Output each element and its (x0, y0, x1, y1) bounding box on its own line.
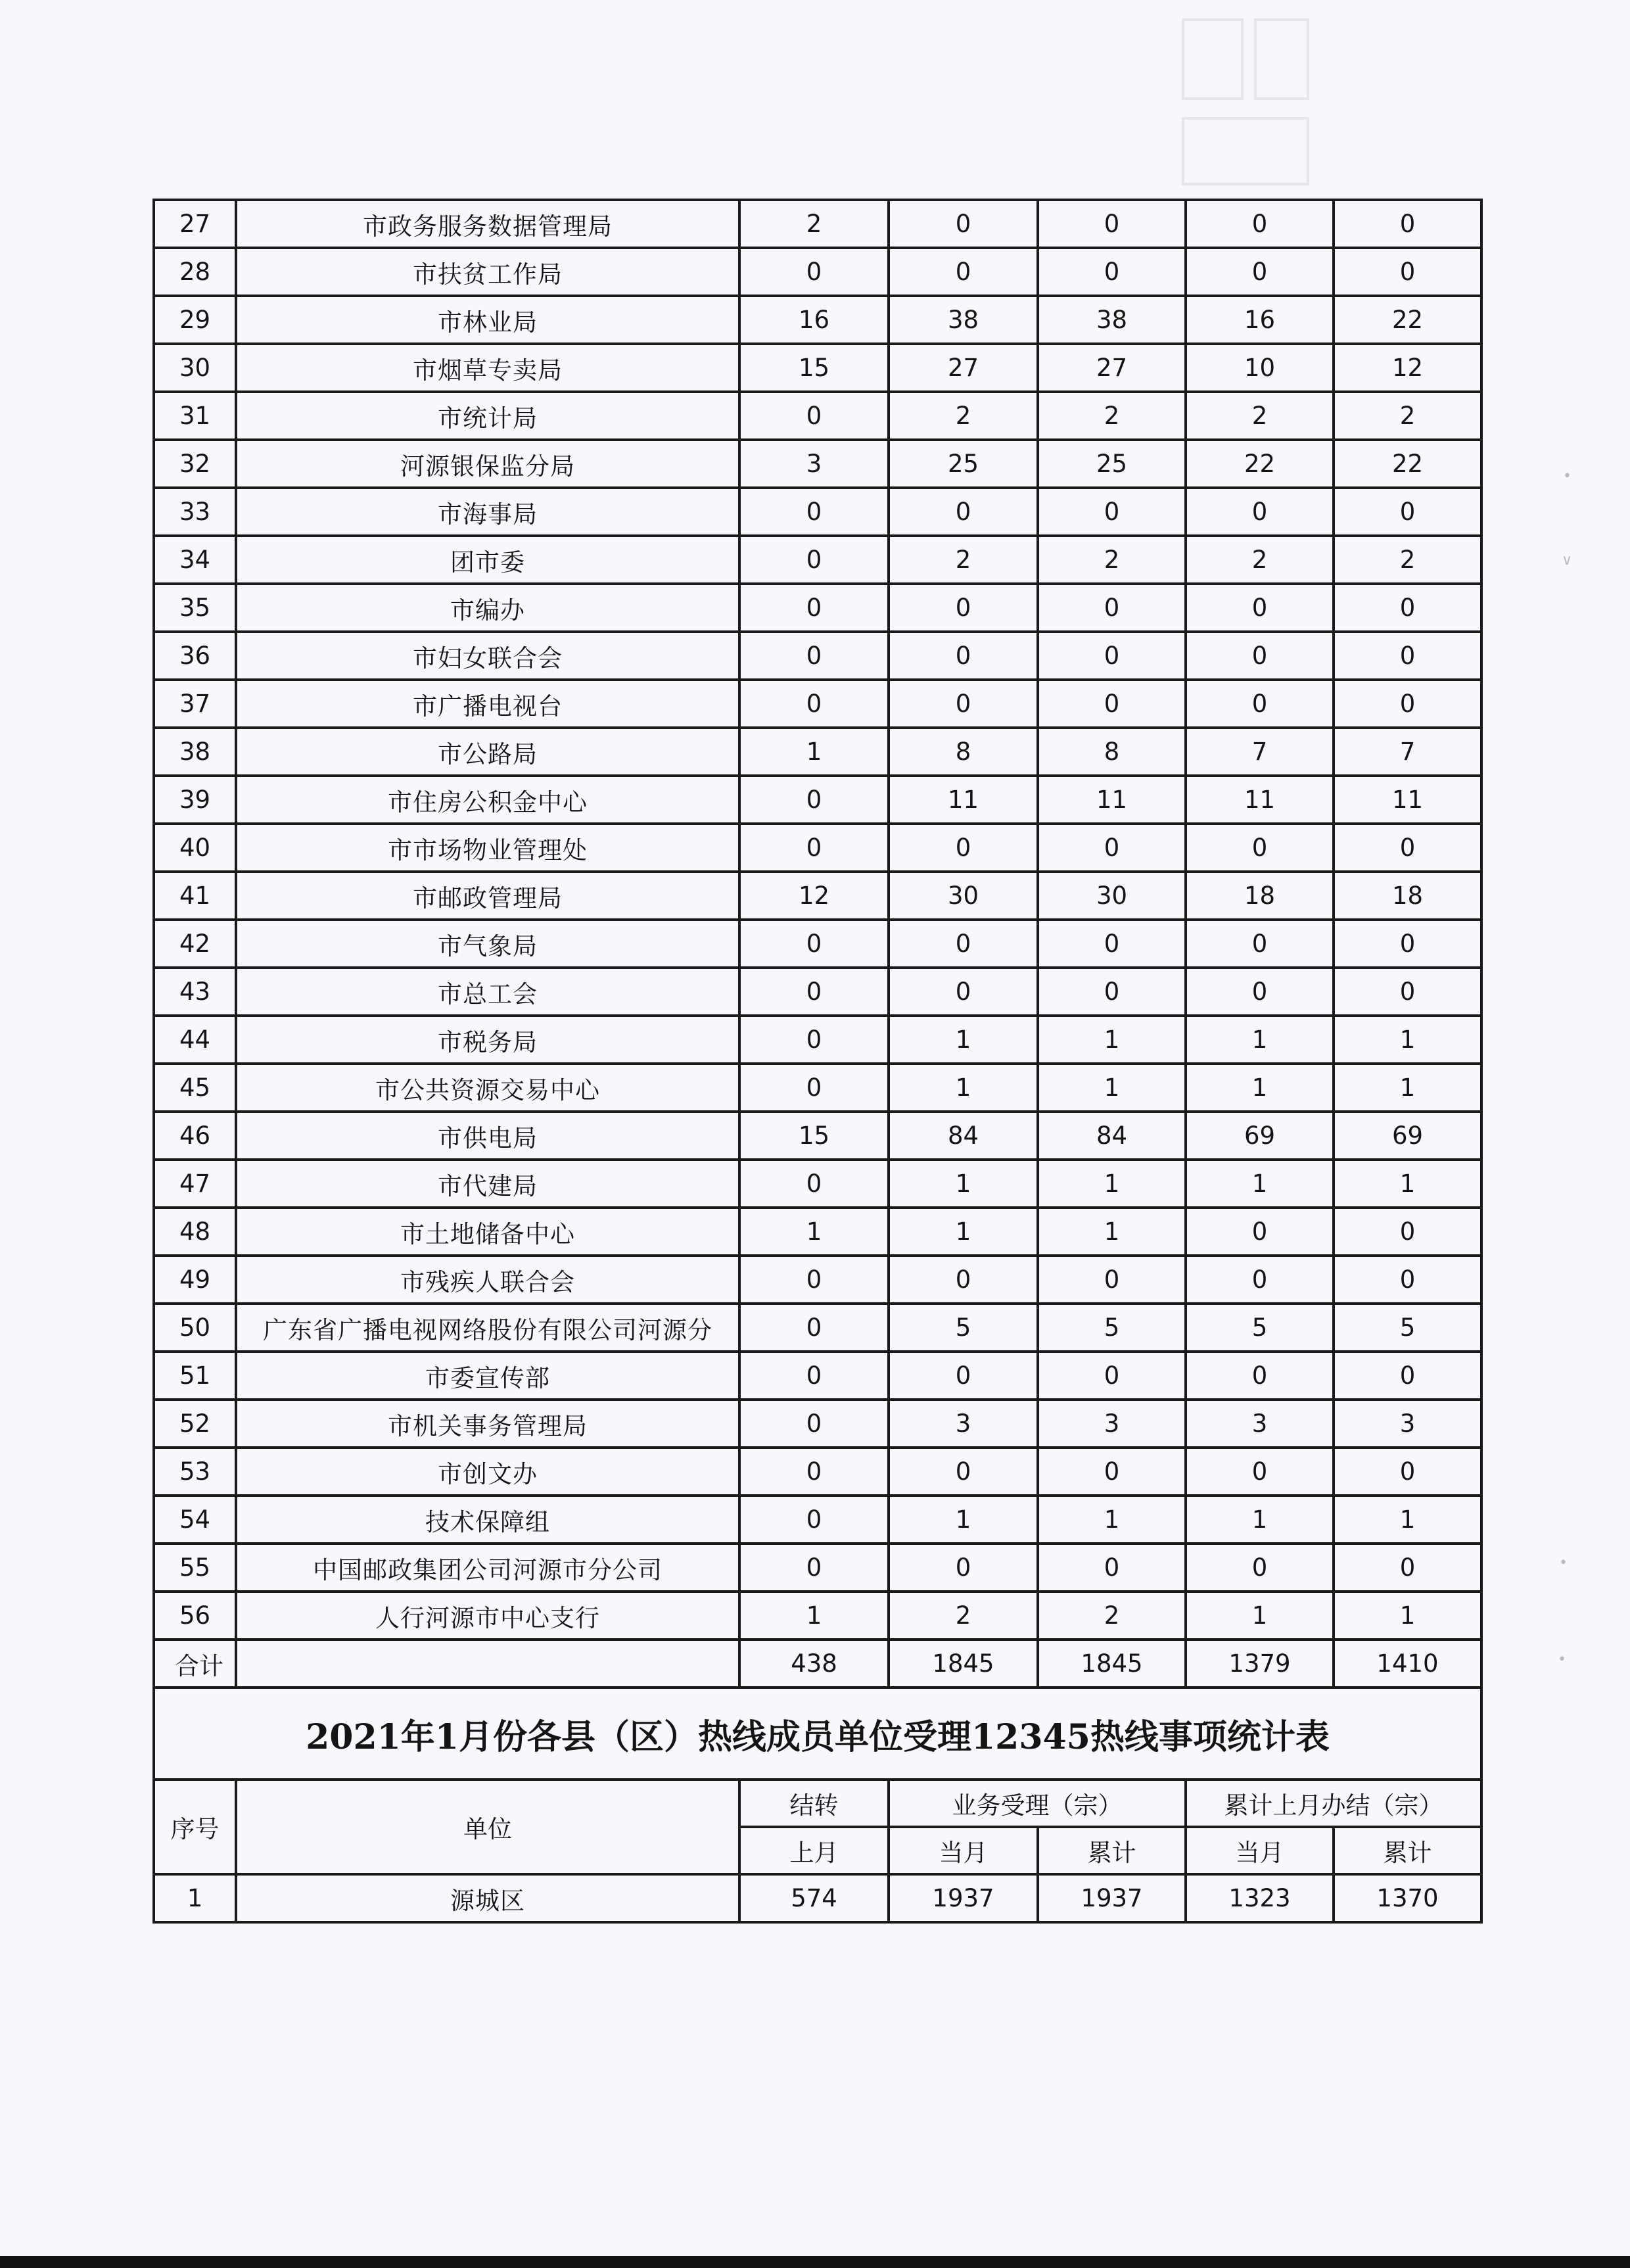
row-number: 49 (154, 1256, 236, 1304)
row-number: 40 (154, 824, 236, 872)
done-current-month: 1 (1186, 1496, 1334, 1544)
accepted-cumulative: 0 (1038, 1544, 1186, 1592)
unit-name: 市统计局 (236, 392, 739, 440)
accepted-current-month: 0 (889, 1352, 1038, 1400)
accepted-current-month: 0 (889, 968, 1038, 1016)
unit-name: 市烟草专卖局 (236, 344, 739, 392)
accepted-cumulative: 0 (1038, 200, 1186, 248)
done-cumulative: 0 (1334, 968, 1481, 1016)
scan-speck: • (1559, 1555, 1568, 1571)
done-current-month: 1 (1186, 1016, 1334, 1064)
carry-last-month: 0 (739, 968, 889, 1016)
done-current-month: 0 (1186, 1208, 1334, 1256)
accepted-current-month: 8 (889, 728, 1038, 776)
unit-name: 市广播电视台 (236, 680, 739, 728)
done-current-month: 1 (1186, 1064, 1334, 1112)
total-done-current: 1379 (1186, 1640, 1334, 1688)
table-row (154, 200, 1481, 248)
accepted-current-month: 27 (889, 344, 1038, 392)
done-cumulative: 5 (1334, 1304, 1481, 1352)
accepted-cumulative: 2 (1038, 1592, 1186, 1640)
statistics-table (152, 199, 1483, 1924)
table-row (154, 584, 1481, 632)
done-cumulative: 1 (1334, 1496, 1481, 1544)
accepted-cumulative: 1 (1038, 1016, 1186, 1064)
row-number: 45 (154, 1064, 236, 1112)
table-row (154, 1400, 1481, 1448)
done-cumulative: 0 (1334, 632, 1481, 680)
faint-bleed-through-mark (1176, 13, 1374, 197)
done-current-month: 7 (1186, 728, 1334, 776)
table-row (154, 1544, 1481, 1592)
done-current-month: 0 (1186, 1256, 1334, 1304)
done-current-month: 11 (1186, 776, 1334, 824)
carry-last-month: 0 (739, 1448, 889, 1496)
accepted-cumulative: 2 (1038, 392, 1186, 440)
carry-last-month: 0 (739, 824, 889, 872)
done-current-month: 1323 (1186, 1874, 1334, 1922)
accepted-cumulative: 38 (1038, 296, 1186, 344)
carry-last-month: 0 (739, 632, 889, 680)
carry-last-month: 0 (739, 248, 889, 296)
done-cumulative: 0 (1334, 920, 1481, 968)
unit-name: 广东省广播电视网络股份有限公司河源分 (236, 1304, 739, 1352)
done-current-month: 2 (1186, 536, 1334, 584)
unit-name: 市市场物业管理处 (236, 824, 739, 872)
carry-last-month: 0 (739, 776, 889, 824)
done-current-month: 0 (1186, 680, 1334, 728)
row-number: 55 (154, 1544, 236, 1592)
unit-name: 市代建局 (236, 1160, 739, 1208)
carry-last-month: 0 (739, 488, 889, 536)
accepted-current-month: 1937 (889, 1874, 1038, 1922)
done-cumulative: 0 (1334, 248, 1481, 296)
row-number: 32 (154, 440, 236, 488)
accepted-cumulative: 11 (1038, 776, 1186, 824)
scan-speck: • (1563, 468, 1572, 484)
done-current-month: 0 (1186, 584, 1334, 632)
accepted-current-month: 1 (889, 1016, 1038, 1064)
carry-last-month: 1 (739, 728, 889, 776)
unit-name: 市委宣传部 (236, 1352, 739, 1400)
carry-last-month: 15 (739, 1112, 889, 1160)
carry-last-month: 0 (739, 1016, 889, 1064)
done-current-month: 3 (1186, 1400, 1334, 1448)
done-current-month: 0 (1186, 920, 1334, 968)
accepted-cumulative: 5 (1038, 1304, 1186, 1352)
row-number: 36 (154, 632, 236, 680)
table-row (154, 1496, 1481, 1544)
done-cumulative: 1370 (1334, 1874, 1481, 1922)
row-number: 46 (154, 1112, 236, 1160)
row-number: 35 (154, 584, 236, 632)
unit-name: 市妇女联合会 (236, 632, 739, 680)
done-current-month: 0 (1186, 1448, 1334, 1496)
carry-last-month: 0 (739, 1256, 889, 1304)
accepted-current-month: 0 (889, 584, 1038, 632)
done-cumulative: 0 (1334, 1208, 1481, 1256)
accepted-cumulative: 0 (1038, 968, 1186, 1016)
done-current-month: 5 (1186, 1304, 1334, 1352)
unit-name: 市供电局 (236, 1112, 739, 1160)
accepted-cumulative: 0 (1038, 824, 1186, 872)
row-number: 34 (154, 536, 236, 584)
done-cumulative: 12 (1334, 344, 1481, 392)
row-number: 41 (154, 872, 236, 920)
done-current-month: 10 (1186, 344, 1334, 392)
unit-name: 市土地储备中心 (236, 1208, 739, 1256)
accepted-cumulative: 0 (1038, 1352, 1186, 1400)
done-current-month: 0 (1186, 632, 1334, 680)
header-cumulative-done: 累计上月办结（宗） (1186, 1780, 1481, 1827)
row-number: 52 (154, 1400, 236, 1448)
total-carry: 438 (739, 1640, 889, 1688)
done-cumulative: 11 (1334, 776, 1481, 824)
done-cumulative: 1 (1334, 1592, 1481, 1640)
done-cumulative: 2 (1334, 392, 1481, 440)
done-cumulative: 7 (1334, 728, 1481, 776)
done-current-month: 0 (1186, 824, 1334, 872)
carry-last-month: 0 (739, 1304, 889, 1352)
accepted-current-month: 2 (889, 536, 1038, 584)
done-cumulative: 0 (1334, 1256, 1481, 1304)
accepted-cumulative: 0 (1038, 680, 1186, 728)
done-cumulative: 22 (1334, 440, 1481, 488)
table-row (154, 1112, 1481, 1160)
accepted-cumulative: 1 (1038, 1064, 1186, 1112)
row-number: 51 (154, 1352, 236, 1400)
carry-last-month: 12 (739, 872, 889, 920)
unit-name: 市林业局 (236, 296, 739, 344)
done-cumulative: 1 (1334, 1016, 1481, 1064)
unit-name: 市气象局 (236, 920, 739, 968)
unit-name: 市海事局 (236, 488, 739, 536)
header-last-month: 上月 (739, 1827, 889, 1874)
table-row (154, 920, 1481, 968)
header-row-1 (154, 1780, 1481, 1827)
unit-name: 团市委 (236, 536, 739, 584)
table-row (154, 632, 1481, 680)
accepted-current-month: 30 (889, 872, 1038, 920)
row-number: 56 (154, 1592, 236, 1640)
row-number: 39 (154, 776, 236, 824)
header-unit: 单位 (236, 1780, 739, 1874)
done-cumulative: 3 (1334, 1400, 1481, 1448)
row-number: 1 (154, 1874, 236, 1922)
accepted-cumulative: 3 (1038, 1400, 1186, 1448)
carry-last-month: 0 (739, 1064, 889, 1112)
done-cumulative: 1 (1334, 1160, 1481, 1208)
accepted-cumulative: 0 (1038, 1256, 1186, 1304)
table-row (154, 392, 1481, 440)
table-row (154, 824, 1481, 872)
table-row (154, 1160, 1481, 1208)
table-row (154, 1304, 1481, 1352)
table-row (154, 872, 1481, 920)
row-number: 29 (154, 296, 236, 344)
carry-last-month: 1 (739, 1592, 889, 1640)
carry-last-month: 0 (739, 392, 889, 440)
table-row (154, 680, 1481, 728)
accepted-cumulative: 2 (1038, 536, 1186, 584)
unit-name: 人行河源市中心支行 (236, 1592, 739, 1640)
unit-name: 市税务局 (236, 1016, 739, 1064)
carry-last-month: 3 (739, 440, 889, 488)
carry-last-month: 0 (739, 1352, 889, 1400)
done-cumulative: 0 (1334, 1544, 1481, 1592)
second-table-title-row (154, 1688, 1481, 1780)
accepted-cumulative: 0 (1038, 584, 1186, 632)
row-number: 38 (154, 728, 236, 776)
carry-last-month: 0 (739, 1496, 889, 1544)
carry-last-month: 0 (739, 536, 889, 584)
done-cumulative: 0 (1334, 200, 1481, 248)
accepted-cumulative: 0 (1038, 920, 1186, 968)
header-current-month-accept: 当月 (889, 1827, 1038, 1874)
unit-name: 技术保障组 (236, 1496, 739, 1544)
carry-last-month: 574 (739, 1874, 889, 1922)
accepted-current-month: 84 (889, 1112, 1038, 1160)
accepted-cumulative: 27 (1038, 344, 1186, 392)
scan-speck: ∨ (1562, 552, 1573, 569)
done-current-month: 0 (1186, 200, 1334, 248)
unit-name: 市总工会 (236, 968, 739, 1016)
accepted-current-month: 11 (889, 776, 1038, 824)
table-row (154, 440, 1481, 488)
carry-last-month: 0 (739, 1544, 889, 1592)
total-accepted-current: 1845 (889, 1640, 1038, 1688)
table-row (154, 1064, 1481, 1112)
unit-name: 市编办 (236, 584, 739, 632)
row-number: 27 (154, 200, 236, 248)
table-row (154, 776, 1481, 824)
table-row (154, 728, 1481, 776)
unit-name: 中国邮政集团公司河源市分公司 (236, 1544, 739, 1592)
accepted-current-month: 2 (889, 392, 1038, 440)
header-no: 序号 (154, 1780, 236, 1874)
header-cumulative-done-col: 累计 (1334, 1827, 1481, 1874)
accepted-cumulative: 8 (1038, 728, 1186, 776)
done-cumulative: 2 (1334, 536, 1481, 584)
accepted-cumulative: 1 (1038, 1160, 1186, 1208)
accepted-current-month: 0 (889, 632, 1038, 680)
accepted-current-month: 1 (889, 1208, 1038, 1256)
accepted-cumulative: 1 (1038, 1208, 1186, 1256)
accepted-current-month: 0 (889, 248, 1038, 296)
table-row (154, 344, 1481, 392)
row-number: 53 (154, 1448, 236, 1496)
done-cumulative: 0 (1334, 1352, 1481, 1400)
carry-last-month: 15 (739, 344, 889, 392)
accepted-current-month: 2 (889, 1592, 1038, 1640)
accepted-cumulative: 25 (1038, 440, 1186, 488)
unit-name: 市邮政管理局 (236, 872, 739, 920)
done-current-month: 0 (1186, 248, 1334, 296)
accepted-cumulative: 0 (1038, 248, 1186, 296)
accepted-cumulative: 0 (1038, 632, 1186, 680)
accepted-cumulative: 0 (1038, 488, 1186, 536)
unit-name: 市公路局 (236, 728, 739, 776)
done-current-month: 0 (1186, 1544, 1334, 1592)
unit-name: 市住房公积金中心 (236, 776, 739, 824)
carry-last-month: 1 (739, 1208, 889, 1256)
carry-last-month: 0 (739, 680, 889, 728)
table-row (154, 1256, 1481, 1304)
row-number: 33 (154, 488, 236, 536)
table-row (154, 968, 1481, 1016)
table-row (154, 1016, 1481, 1064)
carry-last-month: 0 (739, 920, 889, 968)
row-number: 30 (154, 344, 236, 392)
table-row (154, 536, 1481, 584)
unit-name: 市公共资源交易中心 (236, 1064, 739, 1112)
carry-last-month: 2 (739, 200, 889, 248)
unit-name: 市创文办 (236, 1448, 739, 1496)
total-done-cumulative: 1410 (1334, 1640, 1481, 1688)
done-current-month: 1 (1186, 1592, 1334, 1640)
accepted-current-month: 0 (889, 920, 1038, 968)
table-body (154, 200, 1481, 1922)
done-cumulative: 22 (1334, 296, 1481, 344)
row-number: 48 (154, 1208, 236, 1256)
header-current-month-done: 当月 (1186, 1827, 1334, 1874)
table-row (154, 488, 1481, 536)
unit-name: 市机关事务管理局 (236, 1400, 739, 1448)
second-table-title: 2021年1月份各县（区）热线成员单位受理12345热线事项统计表 (154, 1688, 1481, 1780)
accepted-current-month: 25 (889, 440, 1038, 488)
accepted-current-month: 0 (889, 680, 1038, 728)
total-accepted-cumulative: 1845 (1038, 1640, 1186, 1688)
done-current-month: 69 (1186, 1112, 1334, 1160)
table-row (154, 1874, 1481, 1922)
row-number: 37 (154, 680, 236, 728)
done-current-month: 18 (1186, 872, 1334, 920)
table-row (154, 248, 1481, 296)
table-row (154, 296, 1481, 344)
done-current-month: 0 (1186, 488, 1334, 536)
scan-speck: • (1558, 1651, 1566, 1668)
done-cumulative: 1 (1334, 1064, 1481, 1112)
done-cumulative: 0 (1334, 824, 1481, 872)
unit-name: 河源银保监分局 (236, 440, 739, 488)
accepted-cumulative: 0 (1038, 1448, 1186, 1496)
header-accept: 业务受理（宗） (889, 1780, 1186, 1827)
done-cumulative: 0 (1334, 488, 1481, 536)
unit-name: 市政务服务数据管理局 (236, 200, 739, 248)
accepted-current-month: 0 (889, 1256, 1038, 1304)
done-cumulative: 69 (1334, 1112, 1481, 1160)
total-unit-empty (236, 1640, 739, 1688)
header-carry: 结转 (739, 1780, 889, 1827)
header-cumulative-accept: 累计 (1038, 1827, 1186, 1874)
done-current-month: 0 (1186, 968, 1334, 1016)
done-cumulative: 0 (1334, 584, 1481, 632)
total-row (154, 1640, 1481, 1688)
carry-last-month: 0 (739, 1400, 889, 1448)
accepted-current-month: 0 (889, 200, 1038, 248)
done-cumulative: 0 (1334, 680, 1481, 728)
accepted-cumulative: 1937 (1038, 1874, 1186, 1922)
done-current-month: 2 (1186, 392, 1334, 440)
accepted-current-month: 0 (889, 1448, 1038, 1496)
accepted-current-month: 1 (889, 1160, 1038, 1208)
table-row (154, 1592, 1481, 1640)
row-number: 43 (154, 968, 236, 1016)
unit-name: 市残疾人联合会 (236, 1256, 739, 1304)
carry-last-month: 0 (739, 584, 889, 632)
done-current-month: 0 (1186, 1352, 1334, 1400)
done-current-month: 1 (1186, 1160, 1334, 1208)
accepted-current-month: 0 (889, 488, 1038, 536)
scan-bottom-edge (0, 2256, 1630, 2268)
row-number: 47 (154, 1160, 236, 1208)
row-number: 54 (154, 1496, 236, 1544)
row-number: 31 (154, 392, 236, 440)
accepted-current-month: 0 (889, 1544, 1038, 1592)
done-cumulative: 18 (1334, 872, 1481, 920)
table-row (154, 1352, 1481, 1400)
accepted-current-month: 38 (889, 296, 1038, 344)
row-number: 28 (154, 248, 236, 296)
done-current-month: 16 (1186, 296, 1334, 344)
row-number: 44 (154, 1016, 236, 1064)
table-row (154, 1448, 1481, 1496)
row-number: 42 (154, 920, 236, 968)
unit-name: 市扶贫工作局 (236, 248, 739, 296)
done-current-month: 22 (1186, 440, 1334, 488)
row-number: 50 (154, 1304, 236, 1352)
unit-name: 源城区 (236, 1874, 739, 1922)
accepted-current-month: 3 (889, 1400, 1038, 1448)
carry-last-month: 0 (739, 1160, 889, 1208)
accepted-current-month: 5 (889, 1304, 1038, 1352)
accepted-current-month: 1 (889, 1064, 1038, 1112)
table-row (154, 1208, 1481, 1256)
accepted-current-month: 0 (889, 824, 1038, 872)
carry-last-month: 16 (739, 296, 889, 344)
accepted-cumulative: 1 (1038, 1496, 1186, 1544)
done-cumulative: 0 (1334, 1448, 1481, 1496)
accepted-current-month: 1 (889, 1496, 1038, 1544)
accepted-cumulative: 30 (1038, 872, 1186, 920)
total-label: 合计 (154, 1640, 236, 1688)
accepted-cumulative: 84 (1038, 1112, 1186, 1160)
